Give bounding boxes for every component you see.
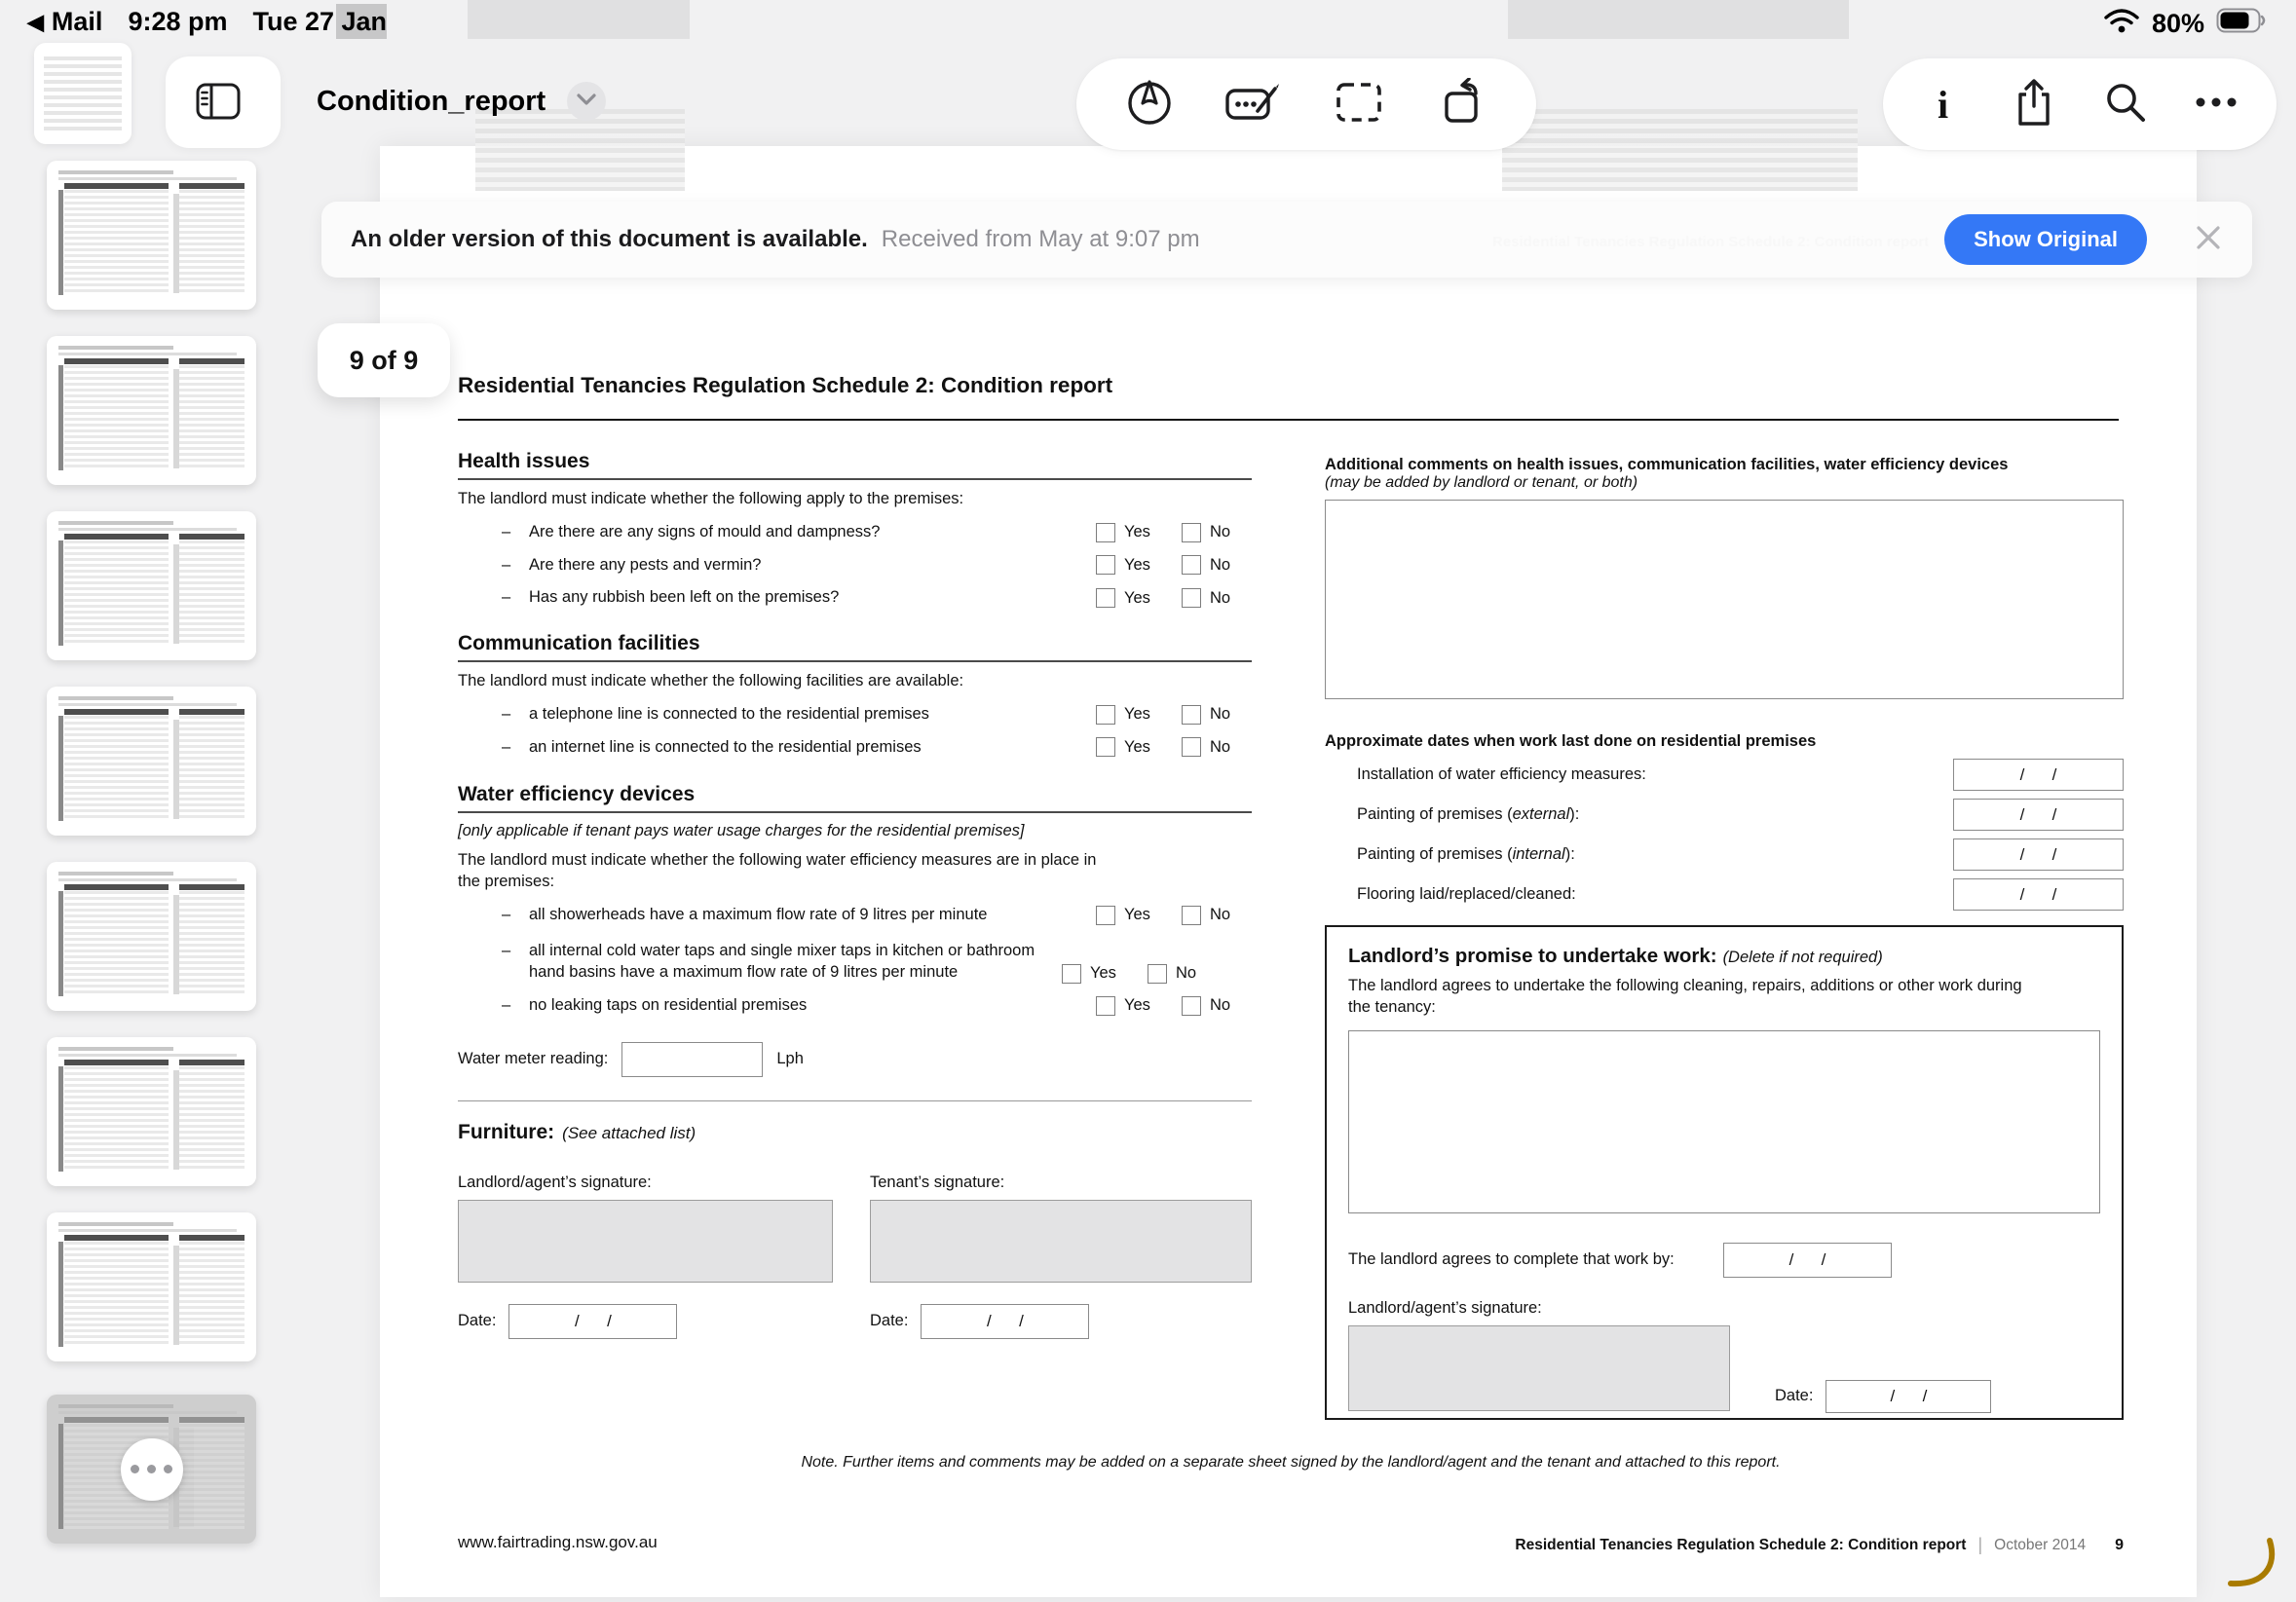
question-text: – an internet line is connected to the residential premises (502, 737, 1096, 759)
yes-label: Yes (1124, 588, 1150, 607)
back-to-mail-button[interactable] (27, 7, 102, 37)
page-indicator: 9 of 9 (318, 323, 450, 397)
water-heading: Water efficiency devices (458, 783, 1252, 813)
footer-separator: | (1977, 1535, 1983, 1554)
no-label: No (1210, 906, 1231, 924)
comments-subheading: (may be added by landlord or tenant, or both) (1325, 474, 1638, 491)
markup-toolbar (1076, 58, 1536, 150)
promise-complete-row (1348, 1243, 2100, 1278)
work-date-field[interactable]: / / (1953, 838, 2124, 871)
checkbox-no[interactable] (1182, 737, 1201, 757)
checkbox-yes[interactable] (1096, 737, 1115, 757)
thumbnail-page-9-selected[interactable] (47, 1395, 256, 1544)
date-label: Date: (458, 1311, 497, 1329)
checkbox-no[interactable] (1182, 588, 1201, 608)
question-text: – a telephone line is connected to the residential premises (502, 704, 1096, 726)
footer-right (1515, 1535, 2124, 1555)
footer-doc-name: Residential Tenancies Regulation Schedule 2: Condition report (1515, 1536, 1967, 1553)
share-button[interactable] (2003, 73, 2065, 135)
pen-scribble (2194, 1537, 2281, 1602)
landlord-promise-box (1325, 925, 2124, 1420)
no-label: No (1210, 996, 1231, 1015)
footer-url: www.fairtrading.nsw.gov.au (458, 1533, 658, 1551)
fill-sign-button[interactable] (1223, 73, 1285, 135)
work-date-row (1357, 878, 2124, 911)
no-label: No (1210, 588, 1231, 607)
show-original-button[interactable]: Show Original (1944, 214, 2147, 265)
sidebar-toggle-button[interactable] (191, 76, 245, 130)
footer-date: October 2014 (1994, 1536, 2087, 1553)
promise-complete-date-field[interactable]: / / (1723, 1243, 1892, 1278)
question-text: – Has any rubbish been left on the premises? (502, 587, 1096, 609)
thumbnail-page-4[interactable] (47, 511, 256, 660)
work-date-label: Installation of water efficiency measures: (1357, 765, 1646, 783)
work-date-label-italic: internal (1512, 845, 1565, 863)
water-meter-row (458, 1042, 1252, 1077)
action-toolbar (1883, 58, 2277, 150)
markup-pen-button[interactable] (1118, 73, 1181, 135)
form-title: Residential Tenancies Regulation Schedule 2: Condition report (458, 373, 1113, 397)
close-icon (2195, 224, 2222, 256)
rotate-button[interactable] (1432, 73, 1494, 135)
work-date-label-post: ): (1564, 845, 1575, 863)
question-text: – Are there any pests and vermin? (502, 555, 1096, 577)
signature-section (458, 1174, 1252, 1378)
thumbnail-page-7[interactable] (47, 1037, 256, 1186)
promise-complete-label: The landlord agrees to complete that work by: (1348, 1250, 1675, 1269)
checkbox-yes[interactable] (1096, 555, 1115, 575)
thumbnail-page-3[interactable] (47, 336, 256, 485)
health-issues-heading: Health issues (458, 450, 1252, 480)
battery-icon (2216, 8, 2267, 40)
title-rule (458, 419, 2119, 421)
water-meter-label: Water meter reading: (458, 1049, 609, 1067)
fill-sign-icon (1224, 78, 1283, 131)
checkbox-no[interactable] (1182, 705, 1201, 725)
battery-percent: 80% (2151, 9, 2204, 38)
furniture-heading (458, 1121, 1252, 1144)
tenant-signature-field[interactable] (870, 1200, 1252, 1283)
furniture-note: (See attached list) (562, 1123, 696, 1142)
checkbox-yes[interactable] (1096, 906, 1115, 925)
question-row (502, 555, 1252, 577)
work-dates-heading: Approximate dates when work last done on residential premises (1325, 732, 1817, 750)
checkbox-no[interactable] (1182, 996, 1201, 1016)
checkbox-yes[interactable] (1096, 705, 1115, 725)
work-date-label-post: ): (1569, 805, 1580, 823)
chevron-down-icon (576, 93, 597, 111)
back-app-label: Mail (51, 7, 103, 36)
comments-heading: Additional comments on health issues, communication facilities, water efficiency devices (1325, 456, 2009, 473)
yes-label: Yes (1124, 996, 1150, 1015)
yes-label: Yes (1124, 555, 1150, 574)
select-region-button[interactable] (1328, 73, 1390, 135)
furniture-heading-text: Furniture: (458, 1120, 555, 1143)
work-date-row (1357, 759, 2124, 791)
divider (458, 1100, 1252, 1101)
landlord-date-field[interactable]: / / (508, 1304, 677, 1339)
thumbnail-partial[interactable] (34, 43, 132, 144)
sidebar-toggle-icon (196, 83, 241, 125)
question-text: – Are there are any signs of mould and dampness? (502, 522, 1096, 543)
thumbnail-page-8[interactable] (47, 1212, 256, 1361)
question-row (502, 704, 1252, 726)
yes-label: Yes (1090, 964, 1116, 983)
checkbox-yes[interactable] (1096, 523, 1115, 542)
promise-work-input[interactable] (1348, 1030, 2100, 1213)
work-date-row (1357, 838, 2124, 871)
tenant-signature-label: Tenant’s signature: (870, 1173, 1005, 1191)
tenant-date-field[interactable]: / / (921, 1304, 1089, 1339)
water-intro: The landlord must indicate whether the following water efficiency measures are in place in the premises: (458, 851, 1097, 890)
more-button[interactable] (2185, 73, 2247, 135)
promise-heading-note: (Delete if not required) (1722, 949, 1883, 966)
title-menu-button[interactable] (567, 82, 606, 121)
health-intro: The landlord must indicate whether the following apply to the premises: (458, 490, 964, 507)
ghost-block (475, 109, 685, 191)
banner-detail: Received from May at 9:07 pm (881, 226, 1200, 252)
question-row (502, 587, 1252, 609)
question-row (502, 737, 1252, 759)
comments-input[interactable] (1325, 500, 2124, 699)
promise-date-field[interactable]: / / (1826, 1380, 1991, 1413)
date-label: Date: (1775, 1386, 1814, 1404)
yes-label: Yes (1124, 737, 1150, 756)
thumbnail-more-button[interactable] (121, 1438, 183, 1501)
question-text: – no leaking taps on residential premises (502, 995, 1096, 1017)
no-label: No (1210, 705, 1231, 724)
work-date-field[interactable]: / / (1953, 799, 2124, 831)
water-note: [only applicable if tenant pays water usage charges for the residential premises] (458, 822, 1025, 840)
status-bar (0, 0, 2296, 45)
checkbox-no[interactable] (1148, 964, 1167, 984)
back-icon: ◀ (27, 9, 44, 34)
work-date-label: Painting of premises ( (1357, 805, 1513, 823)
form-note: Note. Further items and comments may be added on a separate sheet signed by the landlord/agent and the tenant and attached to this report. (801, 1454, 1781, 1471)
wifi-icon (2103, 7, 2140, 41)
no-label: No (1210, 523, 1231, 541)
form-right-column (1325, 456, 2124, 911)
status-date: Tue 27 Jan (252, 7, 388, 36)
promise-heading (1348, 945, 2100, 968)
promise-heading-text: Landlord’s promise to undertake work: (1348, 945, 1717, 967)
thumbnail-page-2[interactable] (47, 161, 256, 310)
water-meter-input[interactable] (621, 1042, 763, 1077)
info-icon: i (1938, 82, 1949, 127)
no-label: No (1210, 555, 1231, 574)
work-date-label: Painting of premises ( (1357, 845, 1513, 863)
yes-label: Yes (1124, 523, 1150, 541)
thumbnail-page-5[interactable] (47, 687, 256, 836)
older-version-banner (321, 202, 2252, 278)
ghost-block (1502, 109, 1858, 191)
info-button[interactable] (1912, 73, 1975, 135)
checkbox-yes[interactable] (1096, 996, 1115, 1016)
promise-signature-label: Landlord/agent’s signature: (1348, 1298, 1542, 1317)
markup-pen-icon (1124, 77, 1175, 132)
question-text: – all internal cold water taps and single mixer taps in kitchen or bathroom hand basins have a maximum flow rate of 9 litres per minute (502, 941, 1062, 984)
communication-intro: The landlord must indicate whether the following facilities are available: (458, 672, 964, 690)
communication-heading: Communication facilities (458, 632, 1252, 662)
checkbox-no[interactable] (1182, 906, 1201, 925)
document-title: Condition_report (317, 85, 546, 117)
landlord-signature-field[interactable] (458, 1200, 833, 1283)
question-row (502, 905, 1252, 926)
no-label: No (1176, 964, 1197, 983)
yes-label: Yes (1124, 705, 1150, 724)
search-button[interactable] (2094, 73, 2157, 135)
status-time: 9:28 pm (128, 7, 228, 36)
question-text: – all showerheads have a maximum flow rate of 9 litres per minute (502, 905, 1096, 926)
landlord-signature-label: Landlord/agent’s signature: (458, 1173, 652, 1191)
checkbox-yes[interactable] (1062, 964, 1081, 984)
share-icon (2014, 77, 2054, 132)
work-date-label: Flooring laid/replaced/cleaned: (1357, 885, 1576, 903)
yes-label: Yes (1124, 906, 1150, 924)
work-date-row (1357, 799, 2124, 831)
question-row (502, 995, 1252, 1017)
thumbnail-page-6[interactable] (47, 862, 256, 1011)
work-date-label-italic: external (1512, 805, 1570, 823)
no-label: No (1210, 737, 1231, 756)
checkbox-yes[interactable] (1096, 588, 1115, 608)
more-icon (2195, 95, 2238, 113)
checkbox-no[interactable] (1182, 555, 1201, 575)
banner-close-button[interactable] (2192, 223, 2225, 256)
select-region-icon (1335, 81, 1383, 129)
form-left-column (458, 450, 1252, 1378)
search-icon (2103, 80, 2148, 130)
rotate-icon (1439, 78, 1487, 131)
question-row (502, 941, 1252, 984)
document-title-row[interactable] (317, 82, 606, 121)
checkbox-no[interactable] (1182, 523, 1201, 542)
promise-intro: The landlord agrees to undertake the following cleaning, repairs, additions or other work during the tenancy: (1348, 977, 2022, 1016)
work-date-field[interactable]: / / (1953, 878, 2124, 911)
banner-message: An older version of this document is available. (351, 226, 868, 252)
footer-page-number: 9 (2115, 1536, 2124, 1553)
work-date-field[interactable]: / / (1953, 759, 2124, 791)
question-row (502, 522, 1252, 543)
water-meter-unit: Lph (776, 1049, 804, 1067)
promise-signature-field[interactable] (1348, 1325, 1730, 1411)
date-label: Date: (870, 1311, 909, 1329)
